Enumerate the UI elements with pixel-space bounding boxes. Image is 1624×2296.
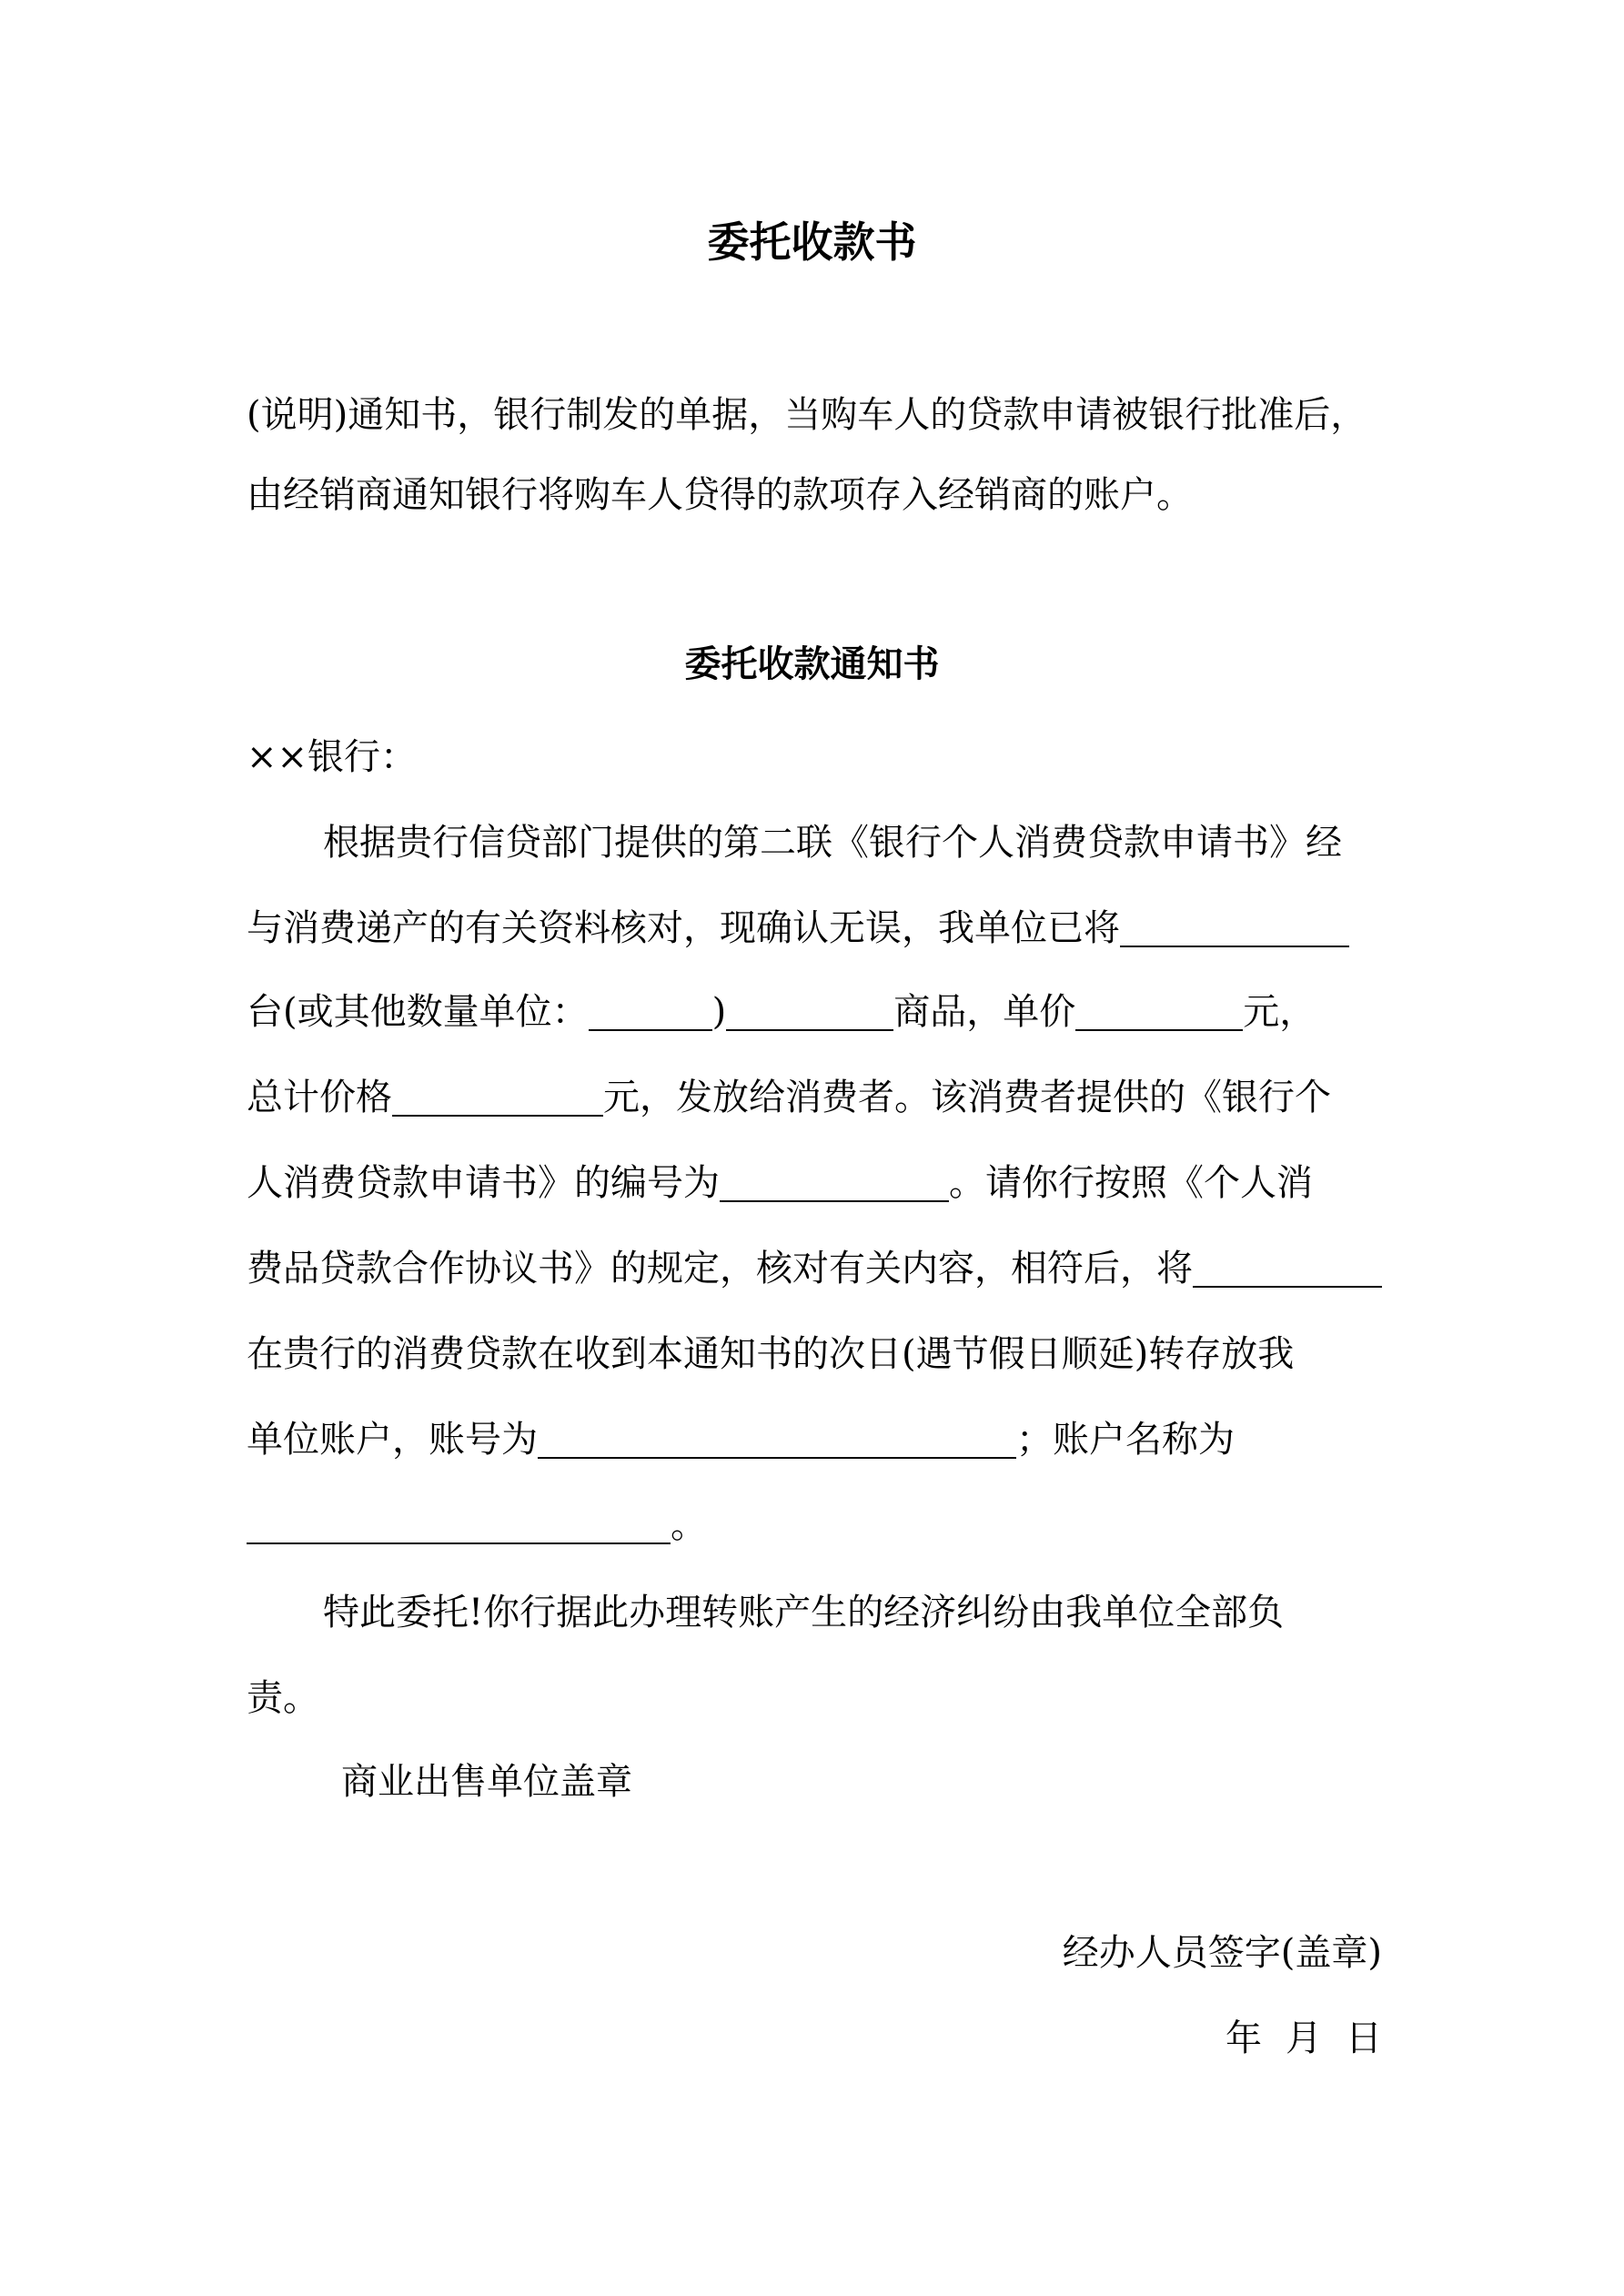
signature-label: 经办人员签字(盖章) <box>1062 1932 1382 1974</box>
body-line-5-text-a: 人消费贷款申请书》的编号为 <box>247 1162 720 1204</box>
notice-title: 委托收款通知书 <box>684 642 940 685</box>
intro-line-2: 由经销商通知银行将购车人贷得的款项存入经销商的账户。 <box>247 474 1193 516</box>
body-line-8 <box>247 1414 1375 1465</box>
body-line-2-text: 与消费递产的有关资料核对，现确认无误，我单位已将 <box>247 907 1120 949</box>
application-number-blank <box>720 1164 949 1202</box>
body-line-3 <box>247 986 1375 1037</box>
account-number-blank <box>538 1421 1016 1459</box>
unit-price-blank <box>1075 993 1243 1031</box>
body-line-3-text-a: 台(或其他数量单位： <box>247 991 589 1033</box>
intro-line-1: (说明)通知书，银行制发的单据，当购车人的贷款申请被银行批准后， <box>247 394 1367 436</box>
date-day: 日 <box>1346 2018 1382 2059</box>
body-line-3-text-d: 元， <box>1243 991 1316 1033</box>
body-line-4-text-b: 元，发放给消费者。该消费者提供的《银行个 <box>603 1077 1331 1118</box>
date-year: 年 <box>1226 2018 1262 2059</box>
body-line-10: 特此委托!你行据此办理转账产生的经济纠纷由我单位全部负 <box>323 1592 1285 1633</box>
body-line-5-text-b: 。请你行按照《个人消 <box>949 1162 1313 1204</box>
date-month: 月 <box>1286 2018 1322 2059</box>
body-line-1: 根据贵行信贷部门提供的第二联《银行个人消费贷款申请书》经 <box>323 822 1342 864</box>
body-line-5 <box>247 1158 1375 1209</box>
body-line-9 <box>247 1500 1375 1551</box>
unit-blank <box>589 993 712 1031</box>
salutation: ××银行： <box>247 736 418 778</box>
seal-label: 商业出售单位盖章 <box>341 1761 632 1803</box>
body-line-7: 在贵行的消费贷款在收到本通知书的次日(遇节假日顺延)转存放我 <box>247 1333 1295 1375</box>
body-line-6-text: 费品贷款合作协议书》的规定，核对有关内容，相符后，将 <box>247 1248 1193 1290</box>
consumer-blank <box>1193 1249 1382 1288</box>
body-line-4 <box>247 1072 1375 1123</box>
body-line-6 <box>247 1243 1375 1294</box>
goods-blank <box>726 993 893 1031</box>
body-line-8-text-b: ；账户名称为 <box>1016 1419 1235 1461</box>
quantity-blank <box>1120 909 1349 947</box>
body-line-3-text-c: 商品，单价 <box>893 991 1076 1033</box>
body-line-11: 责。 <box>247 1677 319 1719</box>
date-row <box>1226 2013 1382 2064</box>
account-name-blank <box>247 1506 671 1544</box>
document-title: 委托收款书 <box>707 217 917 267</box>
total-price-blank <box>392 1078 603 1117</box>
body-line-2 <box>247 903 1375 954</box>
body-line-3-text-b: ) <box>711 991 727 1033</box>
body-line-9-text: 。 <box>671 1504 707 1546</box>
body-line-4-text-a: 总计价格 <box>247 1077 392 1118</box>
body-line-8-text-a: 单位账户，账号为 <box>247 1419 538 1461</box>
